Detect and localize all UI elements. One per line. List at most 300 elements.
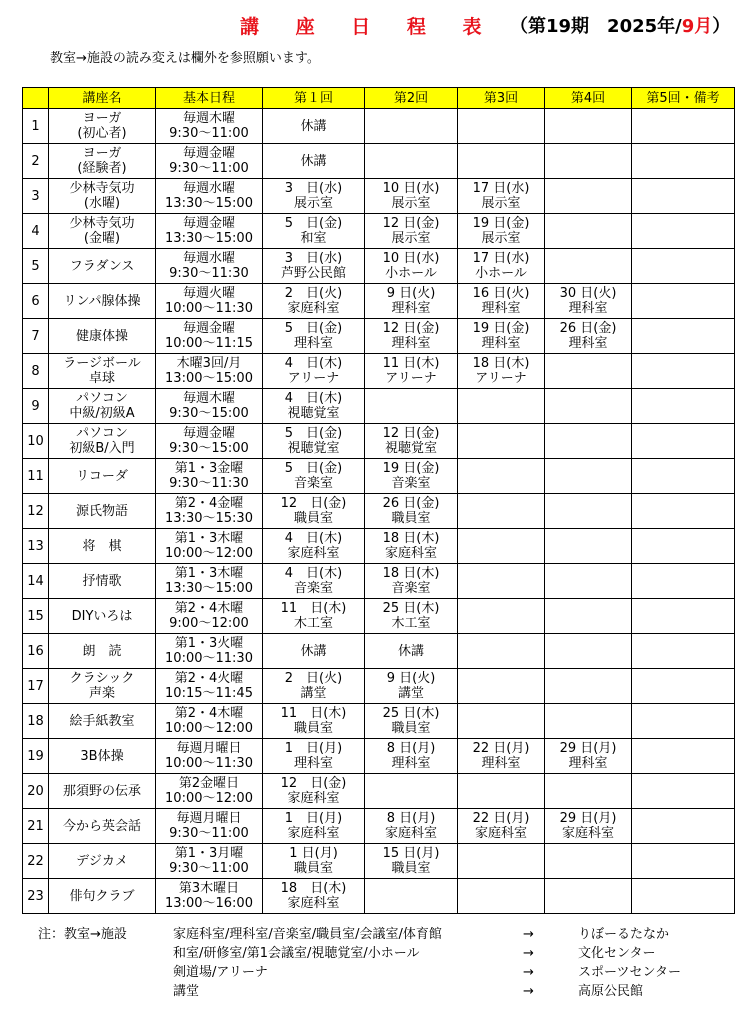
note-row <box>38 925 738 944</box>
arrow-icon: → <box>523 946 534 961</box>
session-2-cell <box>365 669 458 704</box>
arrow-icon: → <box>523 984 534 999</box>
cell-line-2: 芦野公民館 <box>280 266 346 281</box>
session-2-cell <box>365 179 458 214</box>
note-rooms: 家庭科室/理科室/音楽室/職員室/会議室/体育館 <box>173 927 442 942</box>
table-row <box>23 634 735 669</box>
cell-line-2: 10:00～11:30 <box>165 651 253 666</box>
page-header <box>0 12 750 42</box>
cell-line-2: 家庭科室 <box>287 826 340 841</box>
schedule-cell <box>156 879 263 914</box>
session-5-notes-cell <box>632 739 735 774</box>
cell-line-1: 休講 <box>300 643 327 659</box>
cell-line-1: 29 日(月) <box>559 741 617 756</box>
cell-line-1: パソコン <box>76 426 128 441</box>
cell-line-2: 10:00～11:30 <box>165 756 253 771</box>
session-4-cell <box>545 284 632 319</box>
cell-line-1: 4 日(木) <box>284 356 343 371</box>
row-number-cell: 20 <box>23 774 49 809</box>
term-month: 9月 <box>681 16 713 37</box>
session-3-cell <box>458 599 545 634</box>
term-suffix: ） <box>712 16 731 37</box>
cell-line-2: アリーナ <box>385 371 437 386</box>
row-number-cell: 11 <box>23 459 49 494</box>
cell-line-2: 音楽室 <box>391 581 431 596</box>
session-4-cell <box>545 774 632 809</box>
cell-line-1: 毎週水曜 <box>182 251 235 266</box>
cell-line-2: 理科室 <box>481 336 521 351</box>
cell-line-2: 小ホール <box>475 266 527 281</box>
table-row <box>23 354 735 389</box>
note-facility: 文化センター <box>578 946 656 961</box>
session-4-cell <box>545 214 632 249</box>
cell-line-2: 初級B/入門 <box>69 441 135 456</box>
table-row <box>23 144 735 179</box>
cell-line-1: 9 日(火) <box>386 286 436 301</box>
cell-line-1: 那須野の伝承 <box>62 783 141 799</box>
cell-line-1: 毎週木曜 <box>182 111 235 126</box>
session-1-cell <box>263 739 365 774</box>
cell-line-1: 17 日(水) <box>472 251 530 266</box>
session-2-cell <box>365 739 458 774</box>
session-3-cell <box>458 179 545 214</box>
cell-line-2: 9:30～11:30 <box>169 266 249 281</box>
session-5-notes-cell <box>632 214 735 249</box>
course-name-cell <box>49 564 156 599</box>
session-4-cell <box>545 634 632 669</box>
column-header: 第3回 <box>458 88 545 109</box>
course-name-cell <box>49 494 156 529</box>
row-number-cell: 3 <box>23 179 49 214</box>
cell-line-1: 11 日(木) <box>280 706 347 721</box>
table-row <box>23 704 735 739</box>
session-1-cell <box>263 879 365 914</box>
session-5-notes-cell <box>632 529 735 564</box>
session-1-cell <box>263 809 365 844</box>
cell-line-2: 小ホール <box>385 266 437 281</box>
cell-line-1: ラージボール <box>63 356 141 371</box>
note-facility: りぼーるたなか <box>578 927 670 942</box>
cell-line-1: 木曜3回/月 <box>176 356 242 371</box>
row-number-cell: 22 <box>23 844 49 879</box>
course-name-cell <box>49 704 156 739</box>
cell-line-1: 第2・4金曜 <box>174 496 244 511</box>
term-label <box>510 12 730 38</box>
row-number-cell: 2 <box>23 144 49 179</box>
cell-line-2: 9:30～15:00 <box>169 441 249 456</box>
cell-line-1: 16 日(火) <box>472 286 530 301</box>
session-3-cell <box>458 564 545 599</box>
schedule-cell <box>156 529 263 564</box>
session-2-cell <box>365 704 458 739</box>
session-4-cell <box>545 704 632 739</box>
session-2-cell <box>365 319 458 354</box>
cell-line-1: 少林寺気功 <box>69 216 135 231</box>
session-3-cell <box>458 389 545 424</box>
session-4-cell <box>545 144 632 179</box>
table-row <box>23 774 735 809</box>
cell-line-2: 家庭科室 <box>287 301 340 316</box>
table-row <box>23 109 735 144</box>
cell-line-2: 家庭科室 <box>287 546 340 561</box>
cell-line-2: (金曜) <box>83 231 121 246</box>
cell-line-1: 22 日(月) <box>472 811 530 826</box>
cell-line-2: 13:30～15:00 <box>165 196 253 211</box>
cell-line-1: 2 日(火) <box>284 671 343 686</box>
session-3-cell <box>458 634 545 669</box>
cell-line-1: 3B体操 <box>80 748 124 764</box>
session-4-cell <box>545 739 632 774</box>
row-number-cell: 9 <box>23 389 49 424</box>
cell-line-2: 家庭科室 <box>287 896 340 911</box>
schedule-cell <box>156 634 263 669</box>
session-1-cell <box>263 459 365 494</box>
session-2-cell <box>365 634 458 669</box>
cell-line-1: 12 日(金) <box>382 426 440 441</box>
schedule-cell <box>156 809 263 844</box>
session-1-cell <box>263 529 365 564</box>
cell-line-1: 毎週金曜 <box>182 146 235 161</box>
session-1-cell <box>263 599 365 634</box>
arrow-icon: → <box>523 965 534 980</box>
session-5-notes-cell <box>632 844 735 879</box>
session-4-cell <box>545 319 632 354</box>
cell-line-1: 4 日(木) <box>284 566 343 581</box>
cell-line-1: 健康体操 <box>75 328 128 344</box>
table-body <box>23 109 735 914</box>
cell-line-1: 第2・4火曜 <box>174 671 244 686</box>
session-5-notes-cell <box>632 494 735 529</box>
table-row <box>23 739 735 774</box>
course-name-cell <box>49 389 156 424</box>
cell-line-2: 理科室 <box>568 301 608 316</box>
page-subtitle: 教室→施設の読み変えは欄外を参照願います。 <box>50 51 320 66</box>
schedule-cell <box>156 249 263 284</box>
table-row <box>23 179 735 214</box>
table-row <box>23 284 735 319</box>
session-4-cell <box>545 844 632 879</box>
course-name-cell <box>49 809 156 844</box>
table-row <box>23 599 735 634</box>
cell-line-2: 展示室 <box>481 231 521 246</box>
cell-line-1: 12 日(金) <box>280 776 347 791</box>
cell-line-2: 職員室 <box>293 511 333 526</box>
session-5-notes-cell <box>632 424 735 459</box>
cell-line-1: 休講 <box>300 153 327 169</box>
table-row <box>23 319 735 354</box>
cell-line-1: 4 日(木) <box>284 391 343 406</box>
cell-line-1: 将 棋 <box>82 538 122 554</box>
cell-line-1: 1 日(月) <box>289 846 338 861</box>
schedule-cell <box>156 424 263 459</box>
cell-line-1: ヨーガ <box>82 146 122 161</box>
table-row <box>23 459 735 494</box>
column-header: 第１回 <box>263 88 365 109</box>
note-row <box>38 963 738 982</box>
note-facility: 高原公民館 <box>578 984 644 999</box>
cell-line-1: 俳句クラブ <box>69 888 135 904</box>
session-4-cell <box>545 669 632 704</box>
cell-line-2: 理科室 <box>293 336 333 351</box>
cell-line-2: 職員室 <box>293 721 333 736</box>
schedule-cell <box>156 774 263 809</box>
schedule-table <box>22 87 735 914</box>
row-number-cell: 5 <box>23 249 49 284</box>
note-rooms: 剣道場/アリーナ <box>173 965 268 980</box>
cell-line-2: 家庭科室 <box>474 826 527 841</box>
session-3-cell <box>458 284 545 319</box>
cell-line-1: 8 日(月) <box>386 741 436 756</box>
session-3-cell <box>458 774 545 809</box>
cell-line-2: アリーナ <box>475 371 527 386</box>
cell-line-1: 11 日(木) <box>382 356 440 371</box>
session-4-cell <box>545 879 632 914</box>
table-row <box>23 494 735 529</box>
cell-line-1: 毎週水曜 <box>182 181 235 196</box>
schedule-cell <box>156 844 263 879</box>
column-header <box>23 88 49 109</box>
cell-line-2: 理科室 <box>391 756 431 771</box>
session-1-cell <box>263 424 365 459</box>
session-4-cell <box>545 249 632 284</box>
cell-line-2: (初心者) <box>77 126 127 141</box>
cell-line-1: 19 日(金) <box>382 461 440 476</box>
session-3-cell <box>458 354 545 389</box>
cell-line-2: 9:30～11:00 <box>169 861 249 876</box>
cell-line-2: 理科室 <box>568 336 608 351</box>
cell-line-1: 毎週月曜日 <box>176 741 242 756</box>
cell-line-2: 10:00～12:00 <box>165 791 253 806</box>
session-5-notes-cell <box>632 319 735 354</box>
cell-line-1: 11 日(木) <box>280 601 347 616</box>
row-number-cell: 18 <box>23 704 49 739</box>
cell-line-2: 13:30～15:00 <box>165 581 253 596</box>
session-4-cell <box>545 179 632 214</box>
page-title: 講 座 日 程 表 <box>240 16 497 38</box>
cell-line-1: 12 日(金) <box>280 496 347 511</box>
schedule-cell <box>156 144 263 179</box>
session-3-cell <box>458 494 545 529</box>
cell-line-1: リコーダ <box>76 468 128 484</box>
cell-line-2: 9:30～11:30 <box>169 476 249 491</box>
table-row <box>23 809 735 844</box>
schedule-cell <box>156 459 263 494</box>
session-1-cell <box>263 179 365 214</box>
session-4-cell <box>545 529 632 564</box>
cell-line-1: 18 日(木) <box>472 356 530 371</box>
cell-line-2: 視聴覚室 <box>287 406 340 421</box>
table-row <box>23 844 735 879</box>
cell-line-2: 9:30～11:00 <box>169 126 249 141</box>
table-row <box>23 669 735 704</box>
note-row <box>38 944 738 963</box>
course-name-cell <box>49 214 156 249</box>
cell-line-1: 第3木曜日 <box>178 881 240 896</box>
session-2-cell <box>365 249 458 284</box>
arrow-icon: → <box>523 927 534 942</box>
cell-line-1: 毎週金曜 <box>182 216 235 231</box>
cell-line-1: 朗 読 <box>82 643 122 659</box>
term-prefix: （第19期 2025年/ <box>510 16 682 37</box>
cell-line-1: 休講 <box>397 643 424 659</box>
schedule-cell <box>156 354 263 389</box>
cell-line-2: 家庭科室 <box>561 826 614 841</box>
session-5-notes-cell <box>632 179 735 214</box>
session-2-cell <box>365 564 458 599</box>
session-2-cell <box>365 494 458 529</box>
session-2-cell <box>365 774 458 809</box>
cell-line-1: 第1・3木曜 <box>174 566 244 581</box>
cell-line-2: アリーナ <box>287 371 340 386</box>
cell-line-1: クラシック <box>69 671 135 686</box>
session-3-cell <box>458 214 545 249</box>
cell-line-1: 18 日(木) <box>382 566 440 581</box>
course-name-cell <box>49 599 156 634</box>
cell-line-1: 少林寺気功 <box>69 181 135 196</box>
cell-line-1: 5 日(金) <box>284 426 343 441</box>
session-2-cell <box>365 879 458 914</box>
session-2-cell <box>365 354 458 389</box>
cell-line-1: 19 日(金) <box>472 321 530 336</box>
session-5-notes-cell <box>632 774 735 809</box>
cell-line-2: 職員室 <box>293 861 333 876</box>
cell-line-2: 13:00～16:00 <box>165 896 253 911</box>
session-1-cell <box>263 354 365 389</box>
cell-line-1: デジカメ <box>76 853 128 869</box>
cell-line-2: 視聴覚室 <box>384 441 437 456</box>
cell-line-1: 第2・4木曜 <box>174 706 244 721</box>
table-header-row <box>23 88 735 109</box>
session-5-notes-cell <box>632 389 735 424</box>
column-header: 第2回 <box>365 88 458 109</box>
cell-line-1: 8 日(月) <box>386 811 436 826</box>
session-1-cell <box>263 144 365 179</box>
session-1-cell <box>263 249 365 284</box>
schedule-cell <box>156 669 263 704</box>
cell-line-1: 9 日(火) <box>386 671 436 686</box>
schedule-cell <box>156 214 263 249</box>
cell-line-1: 26 日(金) <box>559 321 617 336</box>
cell-line-1: 22 日(月) <box>472 741 530 756</box>
session-5-notes-cell <box>632 354 735 389</box>
session-4-cell <box>545 424 632 459</box>
column-header: 講座名 <box>49 88 156 109</box>
cell-line-1: パソコン <box>76 391 128 406</box>
note-facility: スポーツセンター <box>578 965 681 980</box>
session-3-cell <box>458 739 545 774</box>
cell-line-2: 展示室 <box>293 196 333 211</box>
schedule-cell <box>156 599 263 634</box>
cell-line-1: 15 日(月) <box>382 846 440 861</box>
table-row <box>23 564 735 599</box>
course-name-cell <box>49 879 156 914</box>
cell-line-2: 展示室 <box>391 196 431 211</box>
cell-line-1: 第1・3木曜 <box>174 531 244 546</box>
session-3-cell <box>458 459 545 494</box>
cell-line-1: 5 日(金) <box>284 216 343 231</box>
cell-line-1: 3 日(水) <box>284 251 343 266</box>
session-3-cell <box>458 144 545 179</box>
cell-line-1: 10 日(水) <box>382 181 440 196</box>
row-number-cell: 12 <box>23 494 49 529</box>
session-4-cell <box>545 809 632 844</box>
cell-line-2: 10:00～11:15 <box>165 336 253 351</box>
session-4-cell <box>545 389 632 424</box>
cell-line-2: 10:15～11:45 <box>165 686 253 701</box>
cell-line-2: 10:00～11:30 <box>165 301 253 316</box>
cell-line-2: 理科室 <box>568 756 608 771</box>
session-4-cell <box>545 494 632 529</box>
session-4-cell <box>545 109 632 144</box>
row-number-cell: 21 <box>23 809 49 844</box>
cell-line-1: 第2・4木曜 <box>174 601 244 616</box>
session-1-cell <box>263 564 365 599</box>
cell-line-1: ヨーガ <box>82 111 122 126</box>
cell-line-2: 9:00～12:00 <box>169 616 249 631</box>
column-header: 第5回・備考 <box>632 88 735 109</box>
cell-line-1: 25 日(木) <box>382 706 440 721</box>
cell-line-2: 13:30～15:00 <box>165 231 253 246</box>
session-3-cell <box>458 319 545 354</box>
course-name-cell <box>49 844 156 879</box>
cell-line-1: 毎週火曜 <box>182 286 235 301</box>
cell-line-2: 音楽室 <box>391 476 431 491</box>
cell-line-2: 展示室 <box>481 196 521 211</box>
cell-line-2: 理科室 <box>391 336 431 351</box>
table-row <box>23 214 735 249</box>
cell-line-2: 13:00～15:00 <box>165 371 253 386</box>
cell-line-1: フラダンス <box>69 258 135 274</box>
cell-line-2: 10:00～12:00 <box>165 546 253 561</box>
schedule-cell <box>156 179 263 214</box>
schedule-cell <box>156 284 263 319</box>
cell-line-2: 職員室 <box>391 861 431 876</box>
row-number-cell: 17 <box>23 669 49 704</box>
schedule-cell <box>156 564 263 599</box>
cell-line-2: 10:00～12:00 <box>165 721 253 736</box>
session-5-notes-cell <box>632 634 735 669</box>
cell-line-2: (経験者) <box>77 161 127 176</box>
cell-line-1: 毎週金曜 <box>182 426 235 441</box>
cell-line-2: 家庭科室 <box>384 546 437 561</box>
cell-line-1: 10 日(水) <box>382 251 440 266</box>
session-2-cell <box>365 599 458 634</box>
cell-line-1: 絵手紙教室 <box>69 713 135 729</box>
cell-line-1: 5 日(金) <box>284 321 343 336</box>
session-1-cell <box>263 214 365 249</box>
session-5-notes-cell <box>632 144 735 179</box>
cell-line-1: 第1・3金曜 <box>174 461 244 476</box>
course-name-cell <box>49 319 156 354</box>
schedule-cell <box>156 494 263 529</box>
session-4-cell <box>545 354 632 389</box>
cell-line-2: 卓球 <box>88 371 115 386</box>
session-2-cell <box>365 529 458 564</box>
session-5-notes-cell <box>632 109 735 144</box>
cell-line-1: 2 日(火) <box>284 286 343 301</box>
cell-line-1: 源氏物語 <box>75 503 128 519</box>
notes-label: 注：教室→施設 <box>38 927 127 942</box>
course-name-cell <box>49 284 156 319</box>
cell-line-1: DIYいろは <box>71 608 133 624</box>
course-name-cell <box>49 249 156 284</box>
course-name-cell <box>49 144 156 179</box>
cell-line-1: 第1・3火曜 <box>174 636 244 651</box>
session-4-cell <box>545 459 632 494</box>
session-1-cell <box>263 284 365 319</box>
session-3-cell <box>458 109 545 144</box>
session-1-cell <box>263 669 365 704</box>
